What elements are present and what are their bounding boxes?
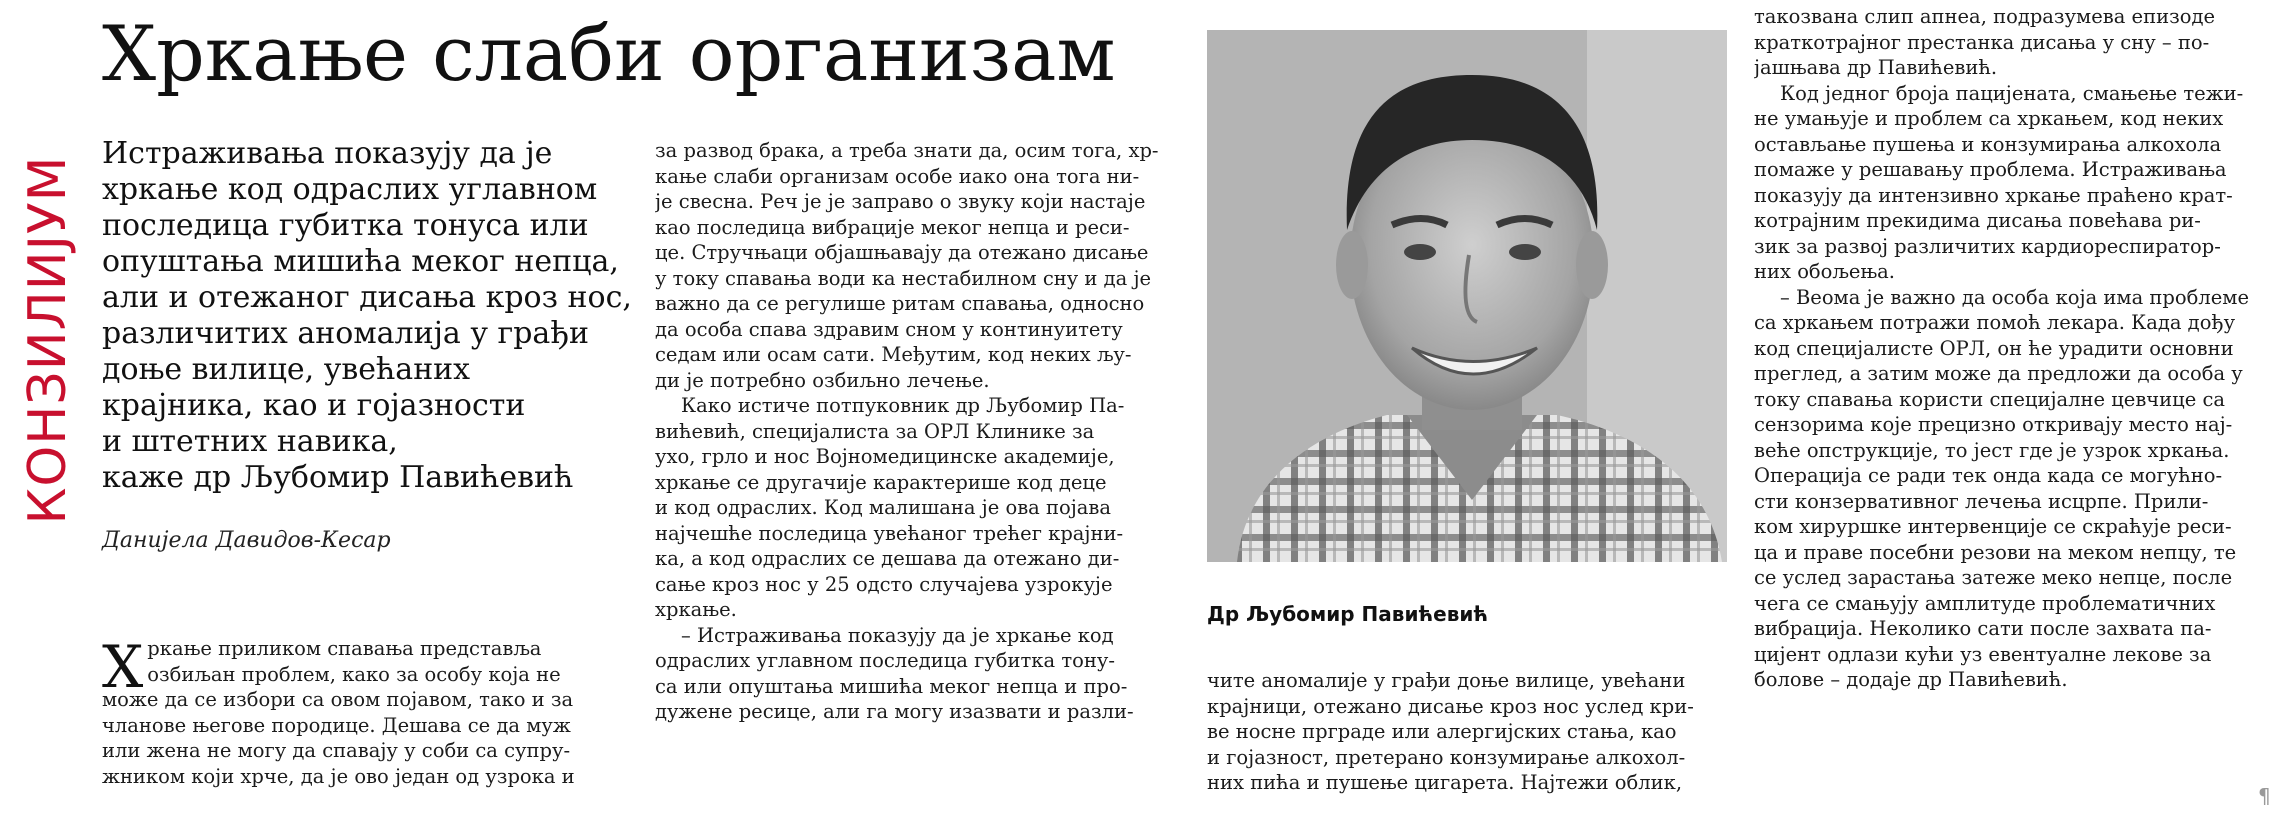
- pilcrow-mark: ¶: [2258, 784, 2271, 808]
- text-line: помаже у решавању проблема. Истраживања: [1754, 158, 2227, 181]
- text-line: ца и праве посебни резови на меком непцу, те: [1754, 540, 2237, 564]
- text-line: чега се смањују амплитуде проблематичних: [1754, 591, 2216, 615]
- text-line: сање кроз нос у 25 одсто случајева узрокује: [655, 572, 1113, 596]
- text-line: Код једног броја пацијената, смањење тежи-: [1780, 81, 2244, 105]
- article-column-1: [102, 636, 632, 789]
- text-line: кање слаби организам особе иако она тога ни-: [655, 164, 1140, 188]
- lead-line: доње вилице, увећаних: [102, 352, 471, 387]
- text-line: и код одраслих. Код малишана је ова појава: [655, 496, 1112, 519]
- text-line: краткотрајног престанка дисања у сну – по-: [1754, 30, 2210, 54]
- text-line: озбиљан проблем, како за особу која не: [147, 662, 561, 686]
- text-line: најчешће последица увећаног трећег крајни-: [655, 521, 1124, 545]
- portrait-photo: [1207, 30, 1727, 562]
- text-line: ди је потребно озбиљно лечење.: [655, 368, 990, 392]
- text-line: вибрација. Неколико сати после захвата па-: [1754, 617, 2212, 640]
- author-byline: Данијела Давидов-Кесар: [102, 528, 391, 553]
- text-line: не умањује и проблем са хркањем, код неких: [1754, 107, 2224, 130]
- text-line: ухо, грло и нос Војномедицинске академије,: [655, 445, 1115, 468]
- text-line: ве носне прграде или алергијских стања, као: [1207, 720, 1677, 743]
- text-line: чланове његове породице. Дешава се да муж: [102, 713, 571, 737]
- lead-line: последица губитка тонуса или: [102, 208, 589, 243]
- lead-paragraph: [102, 136, 632, 496]
- text-line: или жена не могу да спавају у соби са супру-: [102, 739, 571, 762]
- text-line: дужене ресице, али га могу изазвати и разли-: [655, 700, 1134, 723]
- text-line: хркање се другачије карактерише код деце: [655, 470, 1107, 494]
- text-line: ка, а код одраслих се дешава да отежано ди-: [655, 547, 1120, 570]
- text-line: да особа спава здравим сном у континуитету: [655, 317, 1123, 341]
- text-line: котрајним прекидима дисања повећава ри-: [1754, 209, 2201, 232]
- text-line: остављање пушења и конзумирања алкохола: [1754, 132, 2222, 156]
- text-line: крајници, отежано дисање кроз нос услед кри-: [1207, 694, 1694, 718]
- text-line: јашњава др Павићевић.: [1754, 56, 1998, 79]
- text-line: и гојазност, претерано конзумирање алкохол-: [1207, 745, 1686, 769]
- text-line: са или опуштања мишића меког непца и про-: [655, 674, 1128, 698]
- text-line: хркање.: [655, 598, 737, 621]
- text-line: – Истраживања показују да је хркање код: [681, 623, 1114, 647]
- text-line: них пића и пушење цигарета. Најтежи облик,: [1207, 771, 1683, 794]
- text-line: Како истиче потпуковник др Љубомир Па-: [681, 394, 1125, 417]
- text-line: веће опструкције, то јест где је узрок хркања.: [1754, 438, 2230, 462]
- text-line: цијент одлази кући уз евентуалне лекове за: [1754, 642, 2212, 666]
- text-line: зик за развој различитих кардиореспиратор-: [1754, 234, 2221, 258]
- text-line: важно да се регулише ритам спавања, односно: [655, 292, 1145, 315]
- text-line: сти конзервативног лечења исцрпе. Прили-: [1754, 489, 2209, 513]
- text-line: седам или осам сати. Међутим, код неких љу-: [655, 343, 1132, 366]
- lead-line: различитих аномалија у грађи: [102, 316, 590, 351]
- lead-line: и штетних навика,: [102, 424, 398, 459]
- text-line: за развод брака, а треба знати да, осим тога, хр-: [655, 139, 1159, 162]
- opening-lines: [102, 636, 632, 687]
- lead-line: хркање код одраслих углавном: [102, 172, 598, 207]
- text-line: се услед зарастања затеже меко непце, после: [1754, 566, 2233, 589]
- text-line: це. Стручњаци објашњавају да отежано дисање: [655, 241, 1149, 264]
- lead-line: крајника, као и гојазности: [102, 388, 526, 423]
- portrait-illustration: [1207, 30, 1727, 562]
- text-line: жником који хрче, да је ово један од узрока и: [102, 764, 575, 788]
- text-line: такозвана слип апнеа, подразумева епизоде: [1754, 5, 2216, 28]
- text-line: них обољења.: [1754, 260, 1895, 283]
- text-line: у току спавања води ка нестабилном сну и да је: [655, 266, 1152, 290]
- text-line: вићевић, специјалиста за ОРЛ Клинике за: [655, 419, 1095, 443]
- text-line: ком хируршке интервенције се скраћује реси-: [1754, 515, 2232, 538]
- text-line: може да се избори са овом појавом, тако и за: [102, 688, 574, 711]
- photo-caption: Др Љубомир Павићевић: [1207, 602, 1489, 626]
- text-line: сензорима које прецизно откривају место нај-: [1754, 413, 2233, 436]
- lead-line: али и отежаног дисања кроз нос,: [102, 280, 632, 315]
- section-label-text: КОНЗИЛИЈУМ: [18, 155, 78, 525]
- section-label: [18, 140, 78, 540]
- drop-cap: Х: [102, 636, 144, 687]
- lead-line: опуштања мишића меког непца,: [102, 244, 619, 279]
- article-column-2: [655, 138, 1185, 725]
- text-line: код специјалисте ОРЛ, он ће урадити основни: [1754, 336, 2234, 360]
- text-line: је свесна. Реч је је заправо о звуку који настаје: [655, 190, 1146, 213]
- headline: Хркање слаби организам: [102, 9, 1116, 98]
- article-column-3: [1207, 668, 1727, 796]
- text-line: показују да интензивно хркање праћено крат-: [1754, 183, 2233, 207]
- text-line: са хркањем потражи помоћ лекара. Када дођу: [1754, 311, 2236, 334]
- lead-line: каже др Љубомир Павићевић: [102, 460, 574, 495]
- text-line: Операција се ради тек онда када се могућно-: [1754, 464, 2223, 487]
- text-line: току спавања користи специјалне цевчице са: [1754, 387, 2226, 411]
- text-line: ркање приликом спавања представља: [147, 637, 542, 660]
- text-line: одраслих углавном последица губитка тону-: [655, 649, 1115, 672]
- article-column-4: [1754, 4, 2272, 693]
- text-line: чите аномалије у грађи доње вилице, увећани: [1207, 669, 1686, 692]
- text-line: као последица вибрације меког непца и реси-: [655, 215, 1130, 239]
- text-line: – Веома је важно да особа која има проблеме: [1780, 285, 2249, 309]
- text-line: болове – додаје др Павићевић.: [1754, 668, 2068, 691]
- lead-line: Истраживања показују да је: [102, 136, 553, 171]
- text-line: преглед, а затим може да предложи да особа у: [1754, 362, 2243, 385]
